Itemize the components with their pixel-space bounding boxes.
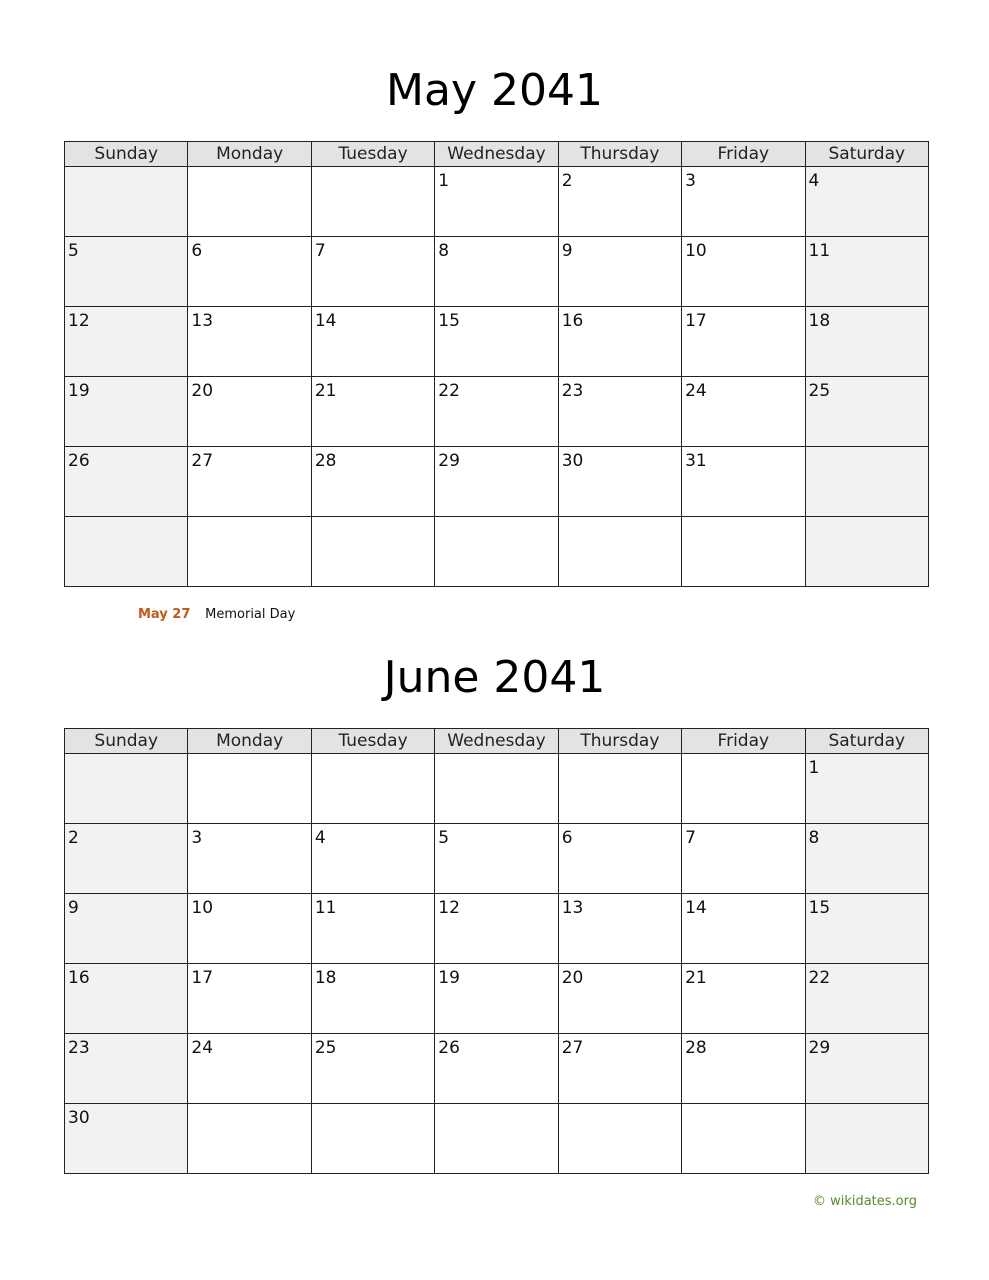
- day-cell: [311, 447, 434, 517]
- day-number: 2: [68, 828, 79, 848]
- day-cell: [65, 307, 188, 377]
- day-number: 7: [685, 828, 696, 848]
- day-number: 27: [561, 1038, 584, 1058]
- day-cell: [435, 307, 558, 377]
- day-cell: [682, 1104, 805, 1174]
- holiday-name: Memorial Day: [205, 607, 296, 622]
- day-number: 19: [438, 968, 460, 988]
- day-cell: [435, 824, 558, 894]
- day-cell: [805, 377, 928, 447]
- day-number: 1: [438, 171, 450, 191]
- weekday-header-row: [65, 142, 929, 167]
- day-cell: [188, 237, 311, 307]
- day-cell: [805, 307, 928, 377]
- day-number: 7: [314, 241, 326, 261]
- day-number: [806, 1104, 928, 1107]
- day-cell: [805, 824, 928, 894]
- day-cell: [65, 1104, 188, 1174]
- calendar-grid-june: [64, 728, 929, 1174]
- day-cell: [435, 754, 558, 824]
- day-cell: [558, 1104, 681, 1174]
- day-number: 1: [808, 758, 820, 778]
- day-number: [806, 447, 928, 450]
- weekday-tuesday: Tuesday: [311, 142, 434, 167]
- day-number: 21: [685, 968, 707, 988]
- day-cell: [435, 1034, 558, 1104]
- week-row: [65, 754, 929, 824]
- day-number: 17: [191, 968, 214, 988]
- day-cell: [435, 377, 558, 447]
- day-cell: [188, 1034, 311, 1104]
- day-number: 6: [191, 241, 203, 261]
- day-cell: [682, 447, 805, 517]
- day-number: 30: [68, 1108, 90, 1128]
- weekday-wednesday: Wednesday: [435, 729, 558, 754]
- day-number: [65, 517, 187, 520]
- day-number: 5: [68, 241, 79, 261]
- day-number: 17: [685, 311, 707, 331]
- day-cell: [65, 377, 188, 447]
- day-cell: [805, 1034, 928, 1104]
- day-cell: [558, 517, 681, 587]
- holiday-date: May 27: [138, 607, 191, 622]
- day-cell: [188, 964, 311, 1034]
- day-number: 4: [314, 828, 326, 848]
- week-row: [65, 237, 929, 307]
- day-cell: [311, 237, 434, 307]
- day-number: 20: [561, 968, 584, 988]
- day-cell: [558, 824, 681, 894]
- day-cell: [558, 237, 681, 307]
- day-cell: [805, 894, 928, 964]
- weekday-wednesday: Wednesday: [435, 142, 558, 167]
- day-cell: [805, 167, 928, 237]
- day-number: 27: [191, 451, 214, 471]
- day-cell: [311, 894, 434, 964]
- week-row: [65, 377, 929, 447]
- weekday-saturday: Saturday: [805, 729, 928, 754]
- day-cell: [435, 447, 558, 517]
- weekday-friday: Friday: [682, 729, 805, 754]
- day-number: [559, 517, 681, 520]
- day-number: 29: [438, 451, 460, 471]
- day-cell: [435, 167, 558, 237]
- day-number: [312, 517, 434, 520]
- weekday-friday: Friday: [682, 142, 805, 167]
- week-row: [65, 167, 929, 237]
- day-number: [435, 754, 557, 757]
- day-number: 28: [685, 1038, 707, 1058]
- day-cell: [558, 307, 681, 377]
- day-number: [312, 167, 434, 170]
- day-cell: [311, 307, 434, 377]
- day-number: 14: [685, 898, 707, 918]
- day-number: [312, 754, 434, 757]
- day-number: [188, 167, 310, 170]
- day-number: 11: [314, 898, 337, 918]
- day-cell: [188, 167, 311, 237]
- day-number: 29: [808, 1038, 831, 1058]
- day-number: 9: [68, 898, 79, 918]
- day-number: 16: [561, 311, 584, 331]
- day-cell: [558, 894, 681, 964]
- week-row: [65, 964, 929, 1034]
- holiday-note: [138, 607, 295, 622]
- day-cell: [65, 894, 188, 964]
- week-row: [65, 447, 929, 517]
- day-number: 14: [314, 311, 337, 331]
- weekday-thursday: Thursday: [558, 729, 681, 754]
- day-cell: [558, 964, 681, 1034]
- day-number: 4: [808, 171, 820, 191]
- day-cell: [311, 377, 434, 447]
- month-title-june: June 2041: [383, 652, 606, 703]
- weekday-tuesday: Tuesday: [311, 729, 434, 754]
- day-number: 22: [438, 381, 460, 401]
- day-number: [65, 754, 187, 757]
- day-number: [559, 754, 681, 757]
- day-cell: [435, 1104, 558, 1174]
- day-cell: [682, 167, 805, 237]
- day-cell: [65, 754, 188, 824]
- day-number: [435, 1104, 557, 1107]
- day-number: 19: [68, 381, 90, 401]
- day-number: [806, 517, 928, 520]
- day-number: 8: [808, 828, 820, 848]
- week-row: [65, 307, 929, 377]
- day-cell: [805, 237, 928, 307]
- day-number: 24: [191, 1038, 214, 1058]
- day-number: 13: [561, 898, 584, 918]
- day-cell: [805, 754, 928, 824]
- day-cell: [65, 824, 188, 894]
- day-cell: [311, 167, 434, 237]
- day-number: 24: [685, 381, 707, 401]
- day-cell: [435, 237, 558, 307]
- day-number: [65, 167, 187, 170]
- day-number: 31: [685, 451, 707, 471]
- day-number: 6: [561, 828, 573, 848]
- day-number: 12: [68, 311, 90, 331]
- day-number: 3: [685, 171, 696, 191]
- day-number: 8: [438, 241, 450, 261]
- day-cell: [311, 1034, 434, 1104]
- month-title-may: May 2041: [386, 65, 603, 116]
- day-cell: [188, 307, 311, 377]
- day-number: 15: [438, 311, 460, 331]
- day-cell: [188, 377, 311, 447]
- day-number: 21: [314, 381, 337, 401]
- day-cell: [805, 1104, 928, 1174]
- day-cell: [188, 517, 311, 587]
- day-number: 26: [68, 451, 90, 471]
- day-cell: [682, 237, 805, 307]
- day-number: 18: [314, 968, 337, 988]
- day-number: 16: [68, 968, 90, 988]
- day-cell: [188, 447, 311, 517]
- day-number: 25: [314, 1038, 337, 1058]
- day-number: 10: [685, 241, 707, 261]
- day-number: 13: [191, 311, 214, 331]
- day-cell: [65, 1034, 188, 1104]
- day-cell: [558, 377, 681, 447]
- day-cell: [682, 377, 805, 447]
- week-row: [65, 517, 929, 587]
- day-cell: [682, 307, 805, 377]
- day-number: 18: [808, 311, 831, 331]
- footer-credit[interactable]: © wikidates.org: [812, 1194, 917, 1209]
- weekday-monday: Monday: [188, 729, 311, 754]
- calendar-grid-may: [64, 141, 929, 587]
- day-number: 3: [191, 828, 203, 848]
- day-number: 15: [808, 898, 831, 918]
- day-cell: [558, 754, 681, 824]
- day-cell: [65, 517, 188, 587]
- day-cell: [65, 964, 188, 1034]
- week-row: [65, 1034, 929, 1104]
- day-cell: [682, 1034, 805, 1104]
- day-cell: [435, 964, 558, 1034]
- day-cell: [558, 447, 681, 517]
- weekday-sunday: Sunday: [65, 142, 188, 167]
- day-number: 22: [808, 968, 831, 988]
- day-cell: [65, 237, 188, 307]
- day-cell: [682, 754, 805, 824]
- day-cell: [805, 447, 928, 517]
- weekday-sunday: Sunday: [65, 729, 188, 754]
- day-number: 11: [808, 241, 831, 261]
- week-row: [65, 1104, 929, 1174]
- day-number: 25: [808, 381, 831, 401]
- day-number: [682, 517, 804, 520]
- day-cell: [65, 447, 188, 517]
- day-cell: [805, 517, 928, 587]
- day-number: 12: [438, 898, 460, 918]
- day-number: [559, 1104, 681, 1107]
- week-row: [65, 894, 929, 964]
- day-cell: [558, 1034, 681, 1104]
- day-number: 2: [561, 171, 573, 191]
- day-cell: [682, 894, 805, 964]
- day-cell: [682, 517, 805, 587]
- day-number: [682, 754, 804, 757]
- day-number: 23: [68, 1038, 90, 1058]
- day-cell: [682, 964, 805, 1034]
- day-number: [188, 1104, 310, 1107]
- weekday-monday: Monday: [188, 142, 311, 167]
- day-number: 28: [314, 451, 337, 471]
- day-cell: [311, 964, 434, 1034]
- day-cell: [435, 894, 558, 964]
- day-number: [435, 517, 557, 520]
- day-number: 5: [438, 828, 450, 848]
- day-cell: [188, 754, 311, 824]
- day-number: 20: [191, 381, 214, 401]
- day-number: [188, 517, 310, 520]
- day-cell: [805, 964, 928, 1034]
- day-number: [312, 1104, 434, 1107]
- day-cell: [311, 1104, 434, 1174]
- day-number: 30: [561, 451, 584, 471]
- day-cell: [188, 894, 311, 964]
- day-number: 26: [438, 1038, 460, 1058]
- week-row: [65, 824, 929, 894]
- day-number: 23: [561, 381, 584, 401]
- day-number: [682, 1104, 804, 1107]
- day-cell: [682, 824, 805, 894]
- weekday-thursday: Thursday: [558, 142, 681, 167]
- day-number: [188, 754, 310, 757]
- weekday-saturday: Saturday: [805, 142, 928, 167]
- weekday-header-row: [65, 729, 929, 754]
- day-cell: [435, 517, 558, 587]
- day-cell: [188, 824, 311, 894]
- day-number: 9: [561, 241, 573, 261]
- day-cell: [65, 167, 188, 237]
- day-cell: [558, 167, 681, 237]
- day-cell: [188, 1104, 311, 1174]
- day-cell: [311, 824, 434, 894]
- day-cell: [311, 754, 434, 824]
- day-cell: [311, 517, 434, 587]
- day-number: 10: [191, 898, 214, 918]
